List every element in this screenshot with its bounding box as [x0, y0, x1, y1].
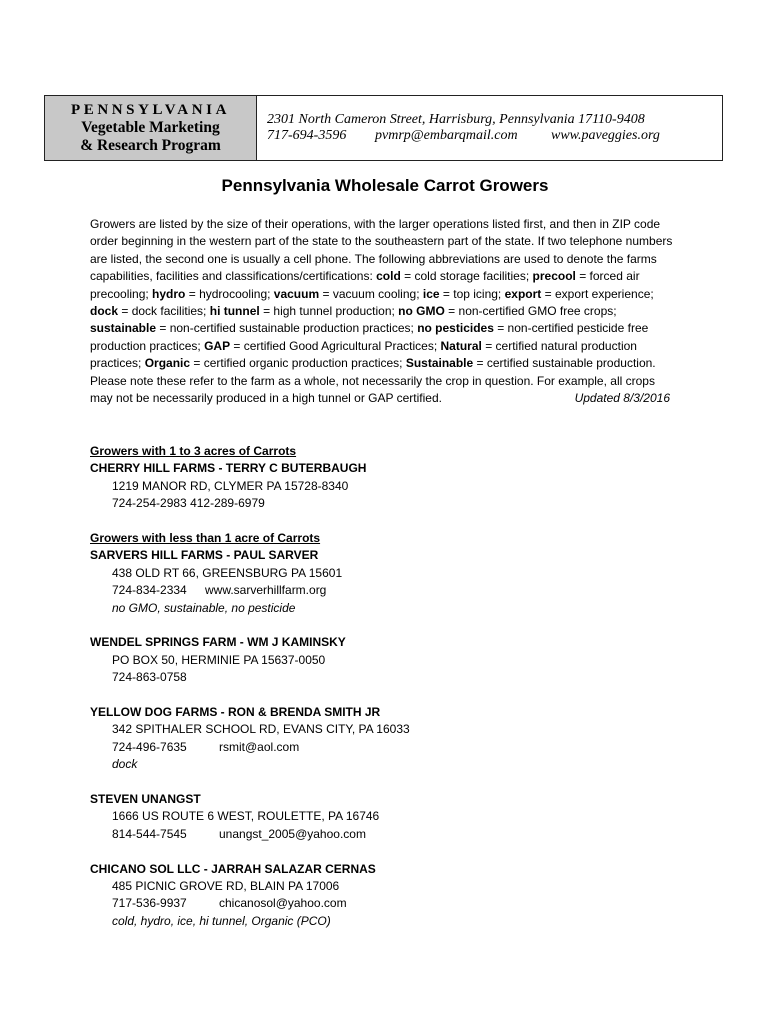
org-logo-box	[45, 96, 257, 160]
abbreviation-term: ice	[422, 286, 440, 301]
abbreviation-definition: = certified sustainable production.	[473, 356, 656, 371]
grower-name: YELLOW DOG FARMS - RON & BRENDA SMITH JR	[90, 705, 381, 720]
grower-phone: 724-254-2983 412-289-6979	[112, 496, 265, 511]
grower-entry	[90, 704, 710, 774]
grower-address: 438 OLD RT 66, GREENSBURG PA 15601	[112, 565, 343, 580]
abbreviation-definition: = hydrocooling;	[185, 286, 274, 301]
abbreviation-term: export	[504, 286, 542, 301]
abbreviation-term: hi tunnel	[209, 304, 260, 319]
grower-address: 1666 US ROUTE 6 WEST, ROULETTE, PA 16746	[112, 809, 380, 824]
section-heading: Growers with 1 to 3 acres of Carrots	[90, 444, 297, 458]
grower-phone: 724-863-0758	[112, 670, 187, 685]
grower-notes: no GMO, sustainable, no pesticide	[112, 600, 296, 615]
grower-notes: cold, hydro, ice, hi tunnel, Organic (PCO)	[112, 913, 331, 928]
abbreviation-definition: = export experience;	[541, 286, 654, 301]
grower-entry	[90, 861, 710, 931]
abbreviation-definition: = non-certified sustainable production practices;	[156, 321, 418, 336]
grower-name: SARVERS HILL FARMS - PAUL SARVER	[90, 548, 319, 563]
grower-name: WENDEL SPRINGS FARM - WM J KAMINSKY	[90, 635, 346, 650]
grower-name: CHICANO SOL LLC - JARRAH SALAZAR CERNAS	[90, 861, 376, 876]
intro-text: Growers are listed by the size of their operations, with the larger operations listed first, and then in ZIP code order beginning in the western part of the state to the southeastern part of the state. If two telephone numbers are listed, the second one is usually a cell phone. The following abbreviations are used to denote the farms capabilities, facilities and classifications/certifications:	[90, 217, 673, 284]
abbreviation-definition: = top icing;	[439, 286, 505, 301]
abbreviation-term: hydro	[152, 286, 186, 301]
abbreviation-term: no pesticides	[417, 321, 494, 336]
page-title: Pennsylvania Wholesale Carrot Growers	[221, 176, 549, 195]
abbreviation-definition: = forced air precooling;	[90, 269, 640, 301]
grower-email[interactable]: chicanosol@yahoo.com	[219, 896, 347, 911]
abbreviation-term: Organic	[144, 356, 191, 371]
abbreviation-definition: = certified natural production practices;	[90, 338, 637, 371]
abbreviation-definition: = certified Good Agricultural Practices;	[230, 338, 441, 353]
grower-email[interactable]: unangst_2005@yahoo.com	[219, 826, 366, 841]
org-phone: 717-694-3596	[267, 128, 347, 143]
abbreviation-term: precool	[532, 269, 576, 284]
intro-paragraph	[90, 216, 680, 407]
letterhead	[44, 95, 723, 161]
grower-entry	[90, 791, 710, 843]
grower-entry	[90, 634, 710, 686]
grower-contact	[90, 826, 710, 843]
abbreviation-term: Natural	[440, 338, 482, 353]
grower-contact	[90, 895, 710, 912]
abbreviation-term: Sustainable	[405, 356, 474, 371]
abbreviation-definition: = dock facilities;	[118, 304, 210, 319]
abbreviation-term: no GMO	[398, 304, 445, 319]
org-name: PENNSYLVANIA	[70, 102, 231, 118]
org-address: 2301 North Cameron Street, Harrisburg, Pennsylvania 17110-9408	[267, 112, 645, 127]
grower-notes: dock	[112, 757, 138, 772]
grower-phone: 724-496-7635	[112, 739, 187, 754]
org-website[interactable]: www.paveggies.org	[551, 128, 660, 143]
abbreviation-definition: = certified organic production practices;	[190, 356, 406, 371]
org-name-line2: Vegetable Marketing	[81, 119, 220, 136]
abbreviation-definition: = non-certified pesticide free production practices;	[90, 321, 649, 353]
abbreviation-term: dock	[90, 304, 119, 319]
abbreviation-list	[90, 269, 656, 370]
contact-line	[267, 128, 722, 144]
grower-address: 1219 MANOR RD, CLYMER PA 15728-8340	[112, 478, 349, 493]
intro-note: Please note these refer to the farm as a whole, not necessarily the crop in question. For example, all crops may not be necessarily produced in a high tunnel or GAP certified.	[90, 373, 655, 406]
grower-name: STEVEN UNANGST	[90, 792, 201, 807]
grower-phone: 717-536-9937	[112, 896, 187, 911]
abbreviation-term: sustainable	[90, 321, 157, 336]
abbreviation-definition: = high tunnel production;	[259, 304, 399, 319]
grower-entry	[90, 547, 710, 617]
grower-phone: 814-544-7545	[112, 826, 187, 841]
grower-address: 485 PICNIC GROVE RD, BLAIN PA 17006	[112, 879, 340, 894]
grower-phone: 724-834-2334	[112, 583, 187, 598]
abbreviation-term: GAP	[204, 338, 231, 353]
abbreviation-definition: = non-certified GMO free crops;	[444, 304, 617, 319]
abbreviation-definition: = cold storage facilities;	[400, 269, 533, 284]
grower-address: PO BOX 50, HERMINIE PA 15637-0050	[112, 652, 326, 667]
updated-date: Updated 8/3/2016	[574, 391, 670, 406]
grower-contact	[90, 582, 710, 599]
grower-email[interactable]: rsmit@aol.com	[219, 739, 300, 754]
grower-website[interactable]: www.sarverhillfarm.org	[205, 583, 327, 598]
section-less-than-1-acre	[90, 530, 710, 930]
org-name-line3: & Research Program	[80, 137, 221, 154]
grower-name: CHERRY HILL FARMS - TERRY C BUTERBAUGH	[90, 461, 367, 476]
abbreviation-term: vacuum	[273, 286, 320, 301]
contact-info	[257, 96, 722, 160]
grower-contact	[90, 739, 710, 756]
grower-address: 342 SPITHALER SCHOOL RD, EVANS CITY, PA 16033	[112, 722, 410, 737]
org-email[interactable]: pvmrp@embarqmail.com	[375, 128, 518, 143]
section-1-to-3-acres	[90, 443, 710, 513]
abbreviation-term: cold	[376, 269, 401, 284]
section-heading: Growers with less than 1 acre of Carrots	[90, 531, 321, 545]
abbreviation-definition: = vacuum cooling;	[319, 286, 423, 301]
